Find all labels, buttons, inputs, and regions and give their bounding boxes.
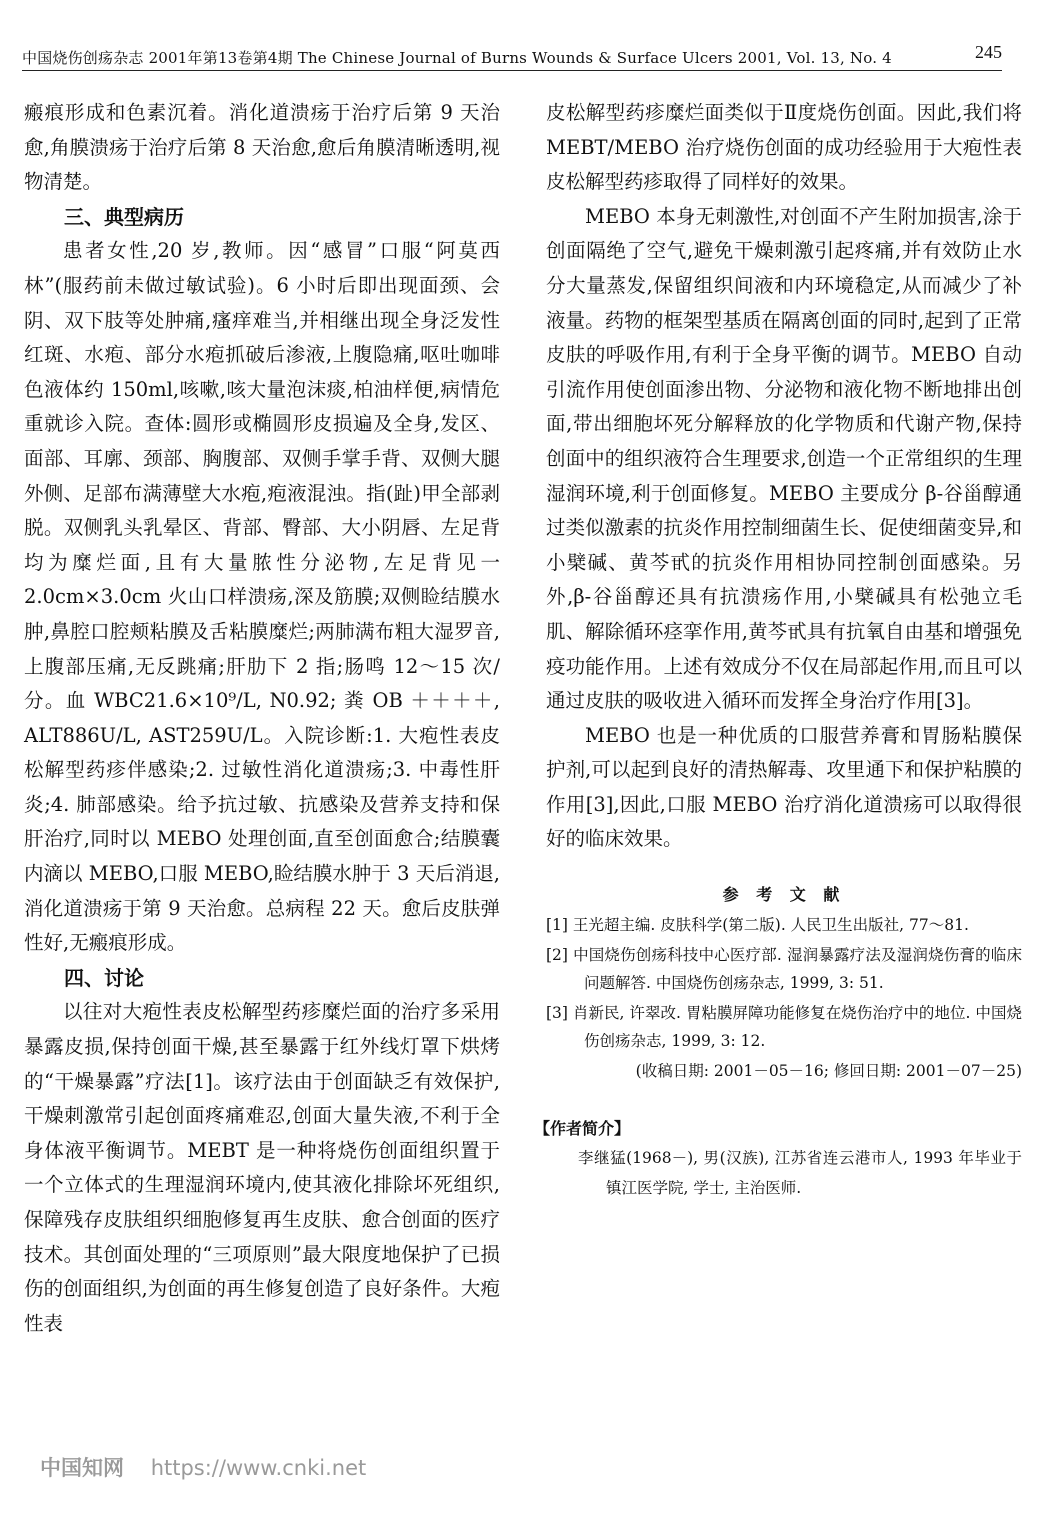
paragraph-continuation: 瘢痕形成和色素沉着。消化道溃疡于治疗后第 9 天治愈,角膜溃疡于治疗后第 8 天治愈,愈后角膜清晰透明,视物清楚。: [24, 101, 500, 194]
section-heading-discussion: 四、讨论: [64, 965, 144, 990]
watermark-footer: [40, 1452, 366, 1482]
paragraph-case-report: 患者女性,20 岁,教师。因“感冒”口服“阿莫西林”(服药前未做过敏试验)。6 小时后即出现面颈、会阴、双下肢等处肿痛,瘙痒难当,并相继出现全身泛发性红斑、水疱、部分水疱抓破后渗液,上腹隐痛,呕吐咖啡色液体约 150ml,咳嗽,咳大量泡沫痰,柏油样便,病情危重就诊入院。查体:圆形或椭圆形皮损遍及全身,发区、面部、耳廓、颈部、胸腹部、双侧手掌手背、双侧大腿外侧、足部布满薄壁大水疱,疱液混浊。指(趾)甲全部剥脱。双侧乳头乳晕区、背部、臀部、大小阴唇、左足背均为糜烂面,且有大量脓性分泌物,左足背见一 2.0cm×3.0cm 火山口样溃疡,深及筋膜;双侧睑结膜水肿,鼻腔口腔颊粘膜及舌粘膜糜烂;两肺满布粗大湿罗音,上腹部压痛,无反跳痛;肝肋下 2 指;肠鸣 12～15 次/分。血 WBC21.6×10⁹/L, N0.92; 粪 OB ＋＋＋＋, ALT886U/L, AST259U/L。入院诊断:1. 大疱性表皮松解型药疹伴感染;2. 过敏性消化道溃疡;3. 中毒性肝炎;4. 肺部感染。给予抗过敏、抗感染及营养支持和保肝治疗,同时以 MEBO 处理创面,直至创面愈合;结膜囊内滴以 MEBO,口服 MEBO,睑结膜水肿于 3 天后消退,消化道溃疡于第 9 天治愈。总病程 22 天。愈后皮肤弹性好,无瘢痕形成。: [24, 239, 500, 955]
reference-item: [3] 肖新民, 许翠改. 胃粘膜屏障功能修复在烧伤治疗中的地位. 中国烧伤创疡杂志, 1999, 3: 12.: [546, 1004, 1022, 1051]
author-bio-heading: 【作者简介】: [534, 1119, 631, 1139]
reference-item: [1] 王光超主编. 皮肤科学(第二版). 人民卫生出版社, 77～81.: [546, 916, 969, 935]
paragraph-discussion: 以往对大疱性表皮松解型药疹糜烂面的治疗多采用暴露皮损,保持创面干燥,甚至暴露于红外线灯罩下烘烤的“干燥暴露”疗法[1]。该疗法由于创面缺乏有效保护,干燥刺激常引起创面疼痛难忍,创面大量失液,不利于全身体液平衡调节。MEBT 是一种将烧伤创面组织置于一个立体式的生理湿润环境内,使其液化排除坏死组织,保障残存皮肤组织细胞修复再生皮肤、愈合创面的医疗技术。其创面处理的“三项原则”最大限度地保护了已损伤的创面组织,为创面的再生修复创造了良好条件。大疱性表: [24, 1000, 500, 1335]
received-dates: (收稿日期: 2001－05－16; 修回日期: 2001－07－25): [635, 1062, 1022, 1081]
section-heading-case: 三、典型病历: [64, 204, 184, 229]
right-column: [534, 96, 1022, 1203]
paragraph-continuation-right: 皮松解型药疹糜烂面类似于Ⅱ度烧伤创面。因此,我们将 MEBT/MEBO 治疗烧伤创面的成功经验用于大疱性表皮松解型药疹取得了同样好的效果。: [546, 101, 1022, 194]
cnki-brand: 中国知网: [40, 1456, 124, 1480]
author-bio: 李继猛(1968－), 男(汉族), 江苏省连云港市人, 1993 年毕业于镇江医学院, 学士, 主治医师.: [578, 1149, 1022, 1198]
references-heading: 参 考 文 献: [722, 885, 846, 905]
cnki-url: https://www.cnki.net: [150, 1456, 367, 1480]
left-column: [24, 96, 500, 1341]
reference-item: [2] 中国烧伤创疡科技中心医疗部. 湿润暴露疗法及湿润烧伤膏的临床问题解答. 中国烧伤创疡杂志, 1999, 3: 51.: [546, 946, 1022, 993]
paragraph-mebo-oral: MEBO 也是一种优质的口服营养膏和胃肠粘膜保护剂,可以起到良好的清热解毒、攻里通下和保护粘膜的作用[3],因此,口服 MEBO 治疗消化道溃疡可以取得很好的临床效果。: [546, 723, 1022, 851]
page-number: 245: [975, 42, 1002, 62]
paragraph-mebo-mechanism: MEBO 本身无刺激性,对创面不产生附加损害,涂于创面隔绝了空气,避免干燥刺激引起疼痛,并有效防止水分大量蒸发,保留组织间液和内环境稳定,从而减少了补液量。药物的框架型基质在隔离创面的同时,起到了正常皮肤的呼吸作用,有利于全身平衡的调节。MEBO 自动引流作用使创面渗出物、分泌物和液化物不断地排出创面,带出细胞坏死分解释放的化学物质和代谢产物,保持创面中的组织液符合生理要求,创造一个正常组织的生理湿润环境,利于创面修复。MEBO 主要成分 β-谷甾醇通过类似激素的抗炎作用控制细菌生长、促使细菌变异,和小檗碱、黄芩甙的抗炎作用相协同控制创面感染。另外,β-谷甾醇还具有抗溃疡作用,小檗碱具有松弛立毛肌、解除循环痉挛作用,黄芩甙具有抗氧自由基和增强免疫功能作用。上述有效成分不仅在局部起作用,而且可以通过皮肤的吸收进入循环而发挥全身治疗作用[3]。: [546, 204, 1022, 713]
journal-citation: 中国烧伤创疡杂志 2001年第13卷第4期 The Chinese Journal of Burns Wounds & Surface Ulcers 2001, Vol. 13, No. 4: [22, 49, 892, 67]
running-header: [22, 44, 1002, 71]
